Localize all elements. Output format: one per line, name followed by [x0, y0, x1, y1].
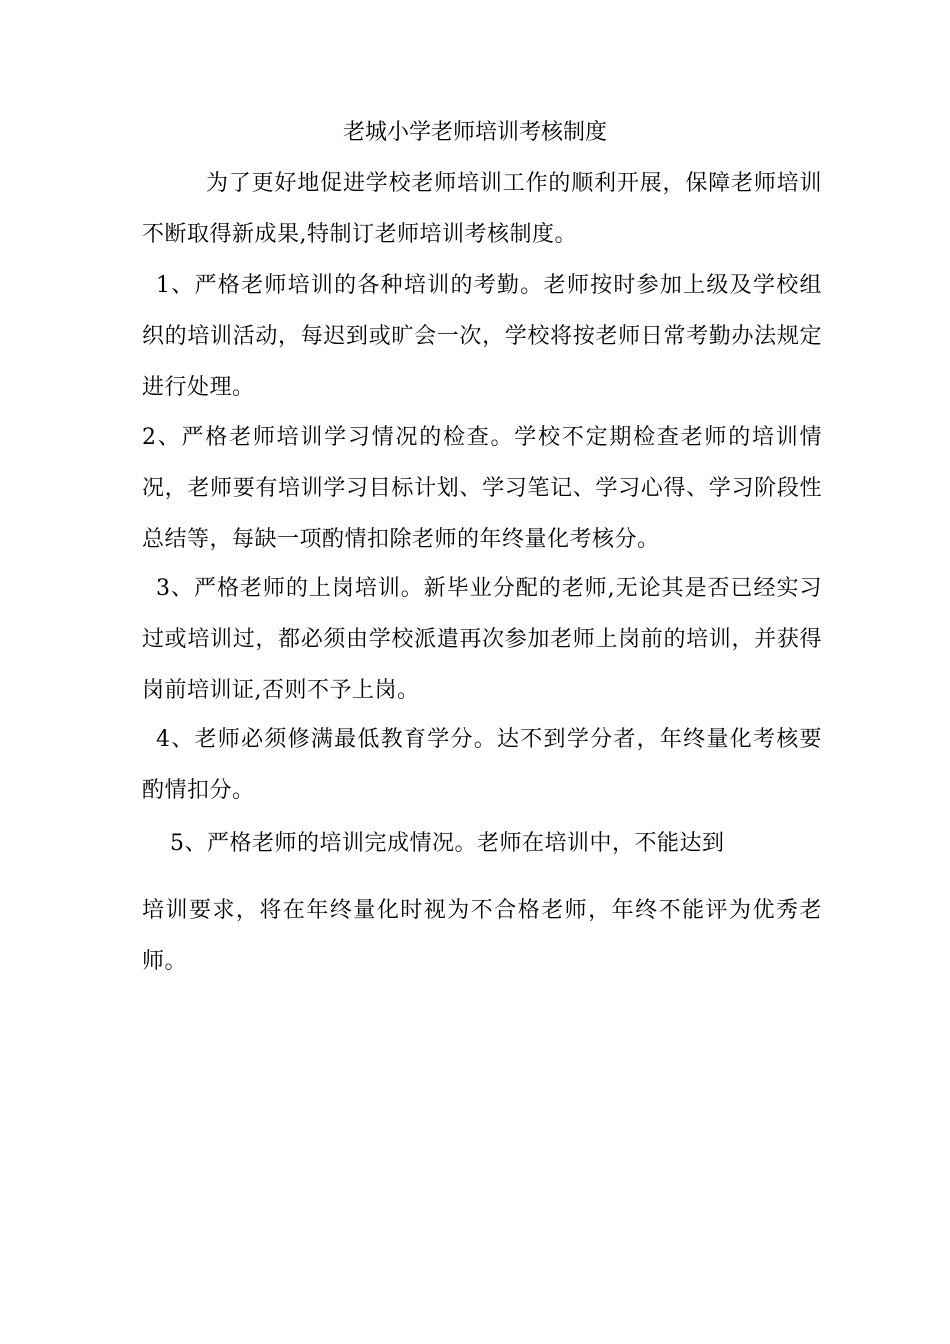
rule-item-2: 2、严格老师培训学习情况的检查。学校不定期检查老师的培训情况，老师要有培训学习目标计划、学习笔记、学习心得、学习阶段性总结等，每缺一项酌情扣除老师的年终量化考核分。: [142, 425, 822, 552]
rule-item-5-continuation: 培训要求，将在年终量化时视为不合格老师，年终不能评为优秀老师。: [142, 898, 822, 974]
intro-paragraph: 为了更好地促进学校老师培训工作的顺利开展，保障老师培训不断取得新成果,特制订老师培训考核制度。: [142, 171, 822, 247]
rule-item-5: 5、严格老师的培训完成情况。老师在培训中，不能达到: [170, 831, 725, 856]
rule-item-3: 3、严格老师的上岗培训。新毕业分配的老师,无论其是否已经实习过或培训过，都必须由学校派遣再次参加老师上岗前的培训，并获得岗前培训证,否则不予上岗。: [142, 576, 822, 703]
rule-item-4: 4、老师必须修满最低教育学分。达不到学分者，年终量化考核要酌情扣分。: [142, 727, 822, 803]
rule-item-1: 1、严格老师培训的各种培训的考勤。老师按时参加上级及学校组织的培训活动，每迟到或旷会一次，学校将按老师日常考勤办法规定进行处理。: [142, 273, 822, 400]
document-title: 老城小学老师培训考核制度: [342, 120, 607, 145]
